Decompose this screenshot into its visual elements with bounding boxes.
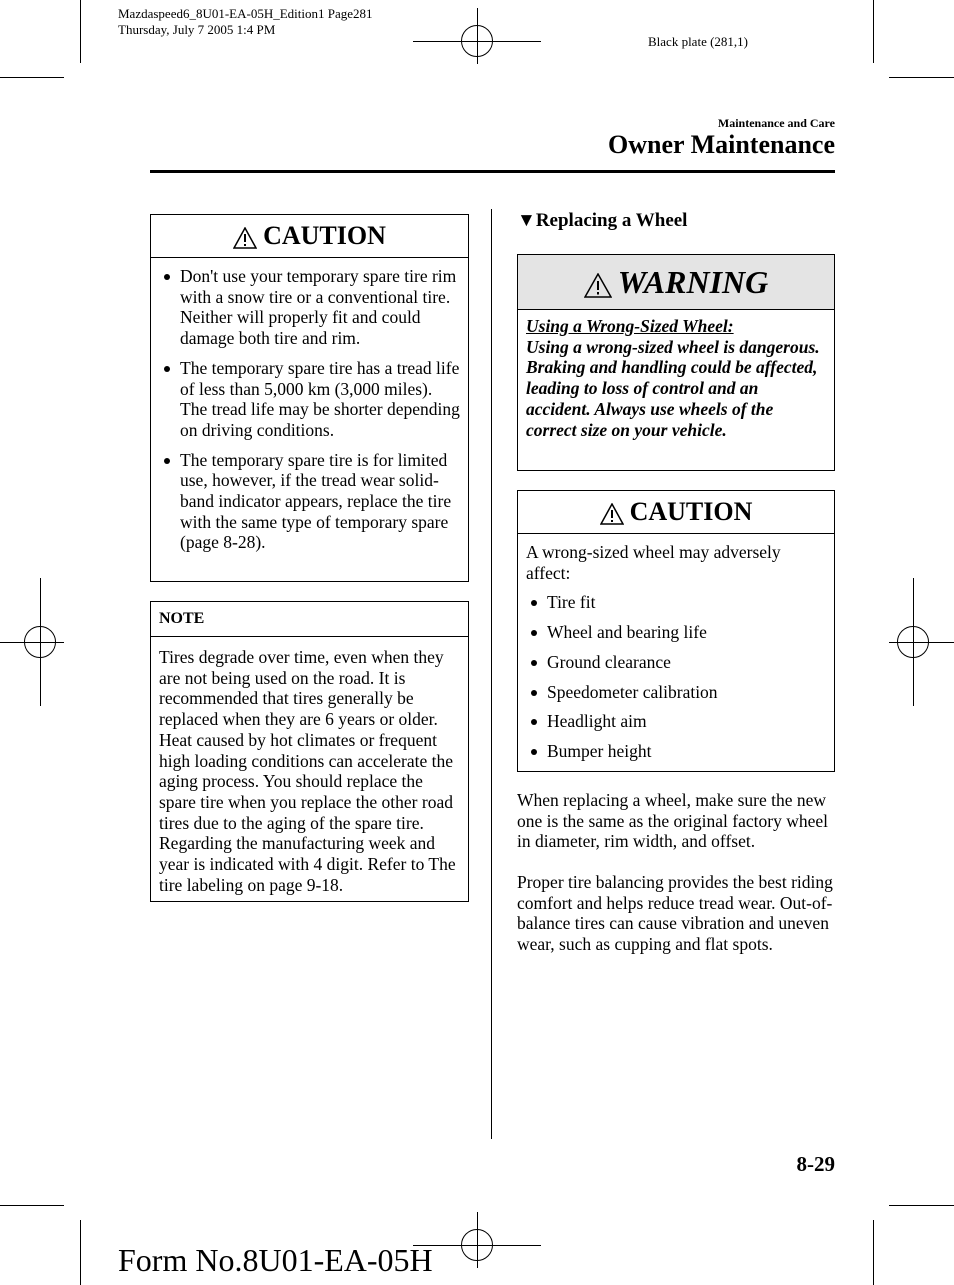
warning-triangle-icon — [233, 227, 257, 249]
print-info — [118, 6, 373, 38]
caution-list — [518, 592, 826, 761]
subheading-text: Replacing a Wheel — [535, 210, 688, 231]
print-line-2: Thursday, July 7 2005 1:4 PM — [118, 22, 276, 37]
triangle-down-icon: ▼ — [517, 210, 536, 231]
caution-box-tires — [150, 214, 469, 582]
page-number: 8-29 — [796, 1152, 835, 1176]
warning-subtitle: Using a Wrong-Sized Wheel: — [526, 316, 734, 336]
list-item: Headlight aim — [518, 711, 826, 732]
list-item: Bumper height — [518, 741, 826, 762]
paragraph-balancing: Proper tire balancing provides the best riding comfort and helps reduce tread wear. Out-of-balance tires can cause vibration and uneven wear, such as cupping and flat spots. — [517, 872, 833, 955]
caution-list — [151, 266, 460, 553]
column-divider — [491, 209, 492, 1139]
list-item: Speedometer calibration — [518, 682, 826, 703]
warning-text: Using a wrong-sized wheel is dangerous. Braking and handling could be affected, leading to loss of control and an accident. Always use wheels of the correct size on your vehicle. — [526, 336, 820, 440]
caution-heading — [151, 215, 468, 258]
list-item: Tire fit — [518, 592, 826, 613]
list-item: The temporary spare tire has a tread life of less than 5,000 km (3,000 miles). The tread life may be shorter depending on driving conditions. — [151, 358, 460, 441]
list-item: Don't use your temporary spare tire rim with a snow tire or a conventional tire. Neither will properly fit and could damage both tire and rim. — [151, 266, 460, 349]
warning-box — [517, 254, 835, 471]
caution-heading-text: CAUTION — [263, 221, 386, 250]
note-text: Tires degrade over time, even when they are not being used on the road. It is recommended that tires generally be replaced when they are 6 years or older. Heat caused by hot climates or frequent high loading conditions can accelerate the aging process. You should replace the spare tire when you replace the other road tires due to the aging of the spare tire. Regarding the manufacturing week and year is indicated with 4 digit. Refer to The tire labeling on page 9-18. — [159, 647, 456, 895]
warning-triangle-icon — [600, 503, 624, 525]
list-item: The temporary spare tire is for limited use, however, if the tread wear solid-band indicator appears, replace the tire with the same type of temporary spare (page 8-28). — [151, 450, 460, 554]
form-number: Form No.8U01-EA-05H — [118, 1242, 433, 1278]
list-item: Wheel and bearing life — [518, 622, 826, 643]
caution-heading-text: CAUTION — [629, 497, 753, 526]
section-label: Maintenance and Care — [717, 116, 835, 130]
caution-intro: A wrong-sized wheel may adversely affect: — [526, 542, 781, 583]
warning-heading-text: WARNING — [617, 264, 769, 300]
caution-box-wheel — [517, 490, 835, 772]
warning-triangle-icon — [584, 273, 612, 298]
warning-body — [518, 310, 834, 446]
paragraph-wheel-size: When replacing a wheel, make sure the new one is the same as the original factory wheel in diameter, rim width, and offset. — [517, 790, 829, 852]
caution-heading — [518, 491, 834, 534]
note-heading: NOTE — [151, 602, 468, 637]
note-box — [150, 601, 469, 902]
header-rule — [150, 170, 835, 173]
page-title: Owner Maintenance — [608, 130, 835, 159]
warning-heading — [518, 255, 834, 310]
plate-label: Black plate (281,1) — [648, 34, 748, 49]
subheading — [517, 210, 687, 232]
list-item: Ground clearance — [518, 652, 826, 673]
print-line-1: Mazdaspeed6_8U01-EA-05H_Edition1 Page281 — [118, 6, 373, 21]
